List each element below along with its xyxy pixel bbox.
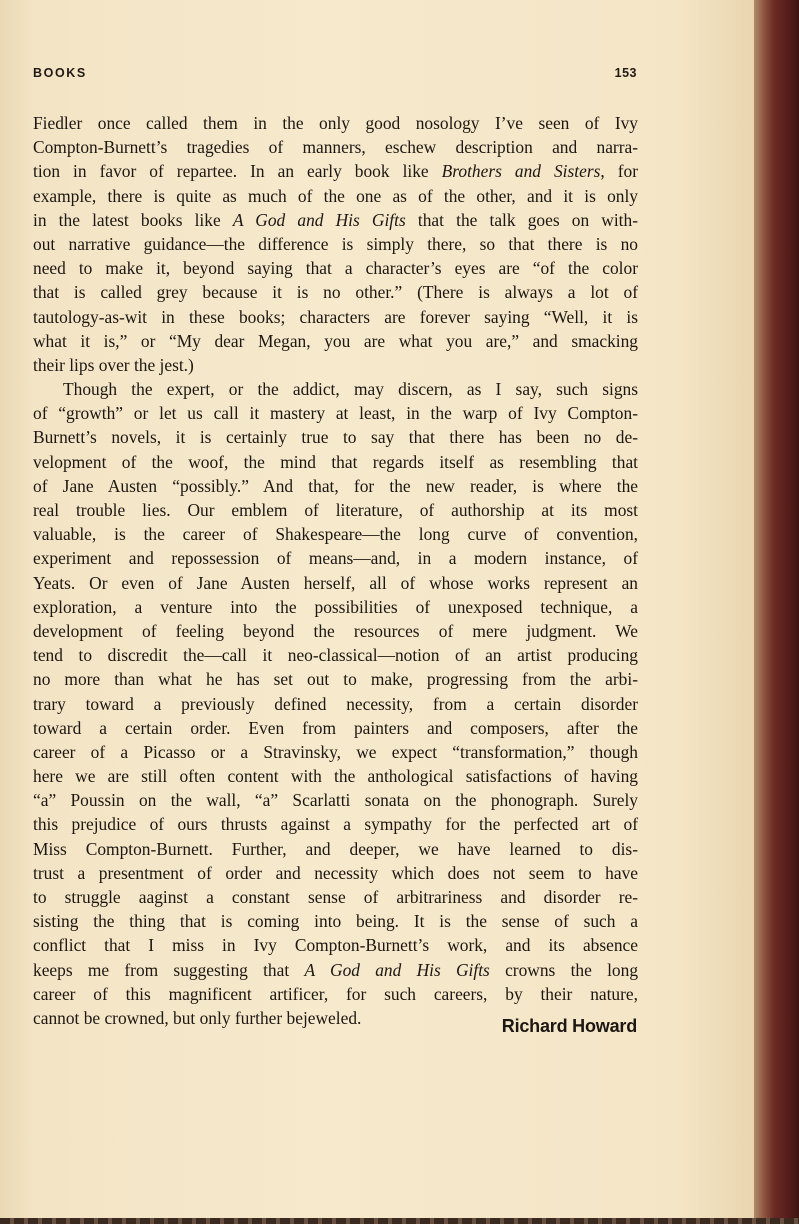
text-line: real trouble lies. Our emblem of literature, of authorship at its most (33, 500, 638, 520)
text-line: career of a Picasso or a Stravinsky, we expect “transformation,” though (33, 741, 638, 762)
text-line: of Jane Austen “possibly.” And that, for the new reader, is where the (33, 475, 638, 496)
text-line: tautology-as-wit in these books; characters are forever saying “Well, it is (33, 306, 638, 327)
text-line: Burnett’s novels, it is certainly true to say that there has been no de- (33, 427, 638, 448)
text-line: valuable, is the career of Shakespeare—the long curve of convention, (33, 524, 638, 545)
text-line: to struggle aaginst a constant sense of arbitrariness and disorder re- (33, 887, 638, 907)
text-line: example, there is quite as much of the one as of the other, and it is only (33, 185, 638, 206)
text-line: exploration, a venture into the possibilities of unexposed technique, a (33, 596, 638, 617)
text-line: keeps me from suggesting that A God and His Gifts crowns the long (33, 959, 639, 980)
text-line: career of this magnificent artificer, for such careers, by their nature, (33, 983, 638, 1004)
text-line: tion in favor of repartee. In an early book like Brothers and Sisters, for (33, 161, 638, 182)
section-title: BOOKS (33, 66, 87, 80)
text-line: need to make it, beyond saying that a character’s eyes are “of the color (33, 258, 638, 279)
text-line: that is called grey because it is no other.” (There is always a lot of (33, 282, 638, 303)
page-bottom-edge (0, 1218, 799, 1224)
book-title: A God and His Gifts (304, 959, 490, 980)
text-line: out narrative guidance—the difference is simply there, so that there is no (33, 233, 638, 254)
text-line: development of feeling beyond the resources of mere judgment. We (33, 620, 638, 641)
text-line: sisting the thing that is coming into being. It is the sense of such a (33, 911, 638, 932)
book-title: A God and His Gifts (232, 209, 406, 230)
text-line: Miss Compton-Burnett. Further, and deeper, we have learned to dis- (33, 838, 638, 859)
text-line: Fiedler once called them in the only good nosology I’ve seen of Ivy (33, 113, 638, 133)
text-line: in the latest books like A God and His Gifts that the talk goes on with- (33, 209, 639, 230)
text-line: here we are still often content with the anthological satisfactions of having (33, 766, 638, 787)
text-line: Compton-Burnett’s tragedies of manners, eschew description and narra- (33, 137, 638, 158)
text-line: trary toward a previously defined necessity, from a certain disorder (33, 693, 638, 714)
text-line: cannot be crowned, but only further bejeweled. (33, 1007, 362, 1028)
text-line: trust a presentment of order and necessity which does not seem to have (33, 862, 638, 883)
text-line: tend to discredit the—call it neo-classical—notion of an artist producing (33, 645, 638, 666)
text-line: their lips over the jest.) (33, 354, 194, 375)
book-spine (754, 0, 799, 1224)
text-line: Though the expert, or the addict, may discern, as I say, such signs (63, 379, 638, 400)
text-line: this prejudice of ours thrusts against a sympathy for the perfected art of (33, 814, 638, 835)
text-line: “a” Poussin on the wall, “a” Scarlatti sonata on the phonograph. Surely (33, 790, 638, 811)
page-number: 153 (614, 66, 637, 80)
text-line: what it is,” or “My dear Megan, you are what you are,” and smacking (33, 330, 638, 351)
article-body (33, 111, 638, 1030)
running-head (33, 66, 637, 84)
paragraph-1 (33, 111, 638, 377)
author-signature: Richard Howard (501, 1016, 637, 1036)
book-title: Brothers and Sisters (441, 161, 601, 182)
text-line: experiment and repossession of means—and, in a modern instance, of (33, 548, 638, 569)
text-line: toward a certain order. Even from painters and composers, after the (33, 717, 638, 738)
text-line: velopment of the woof, the mind that regards itself as resembling that (33, 451, 638, 472)
text-line: of “growth” or let us call it mastery at least, in the warp of Ivy Compton- (33, 403, 638, 424)
paragraph-2 (33, 377, 638, 1030)
text-line: Yeats. Or even of Jane Austen herself, all of whose works represent an (33, 572, 638, 593)
text-line: conflict that I miss in Ivy Compton-Burnett’s work, and its absence (33, 935, 638, 956)
text-line: no more than what he has set out to make, progressing from the arbi- (33, 669, 638, 690)
